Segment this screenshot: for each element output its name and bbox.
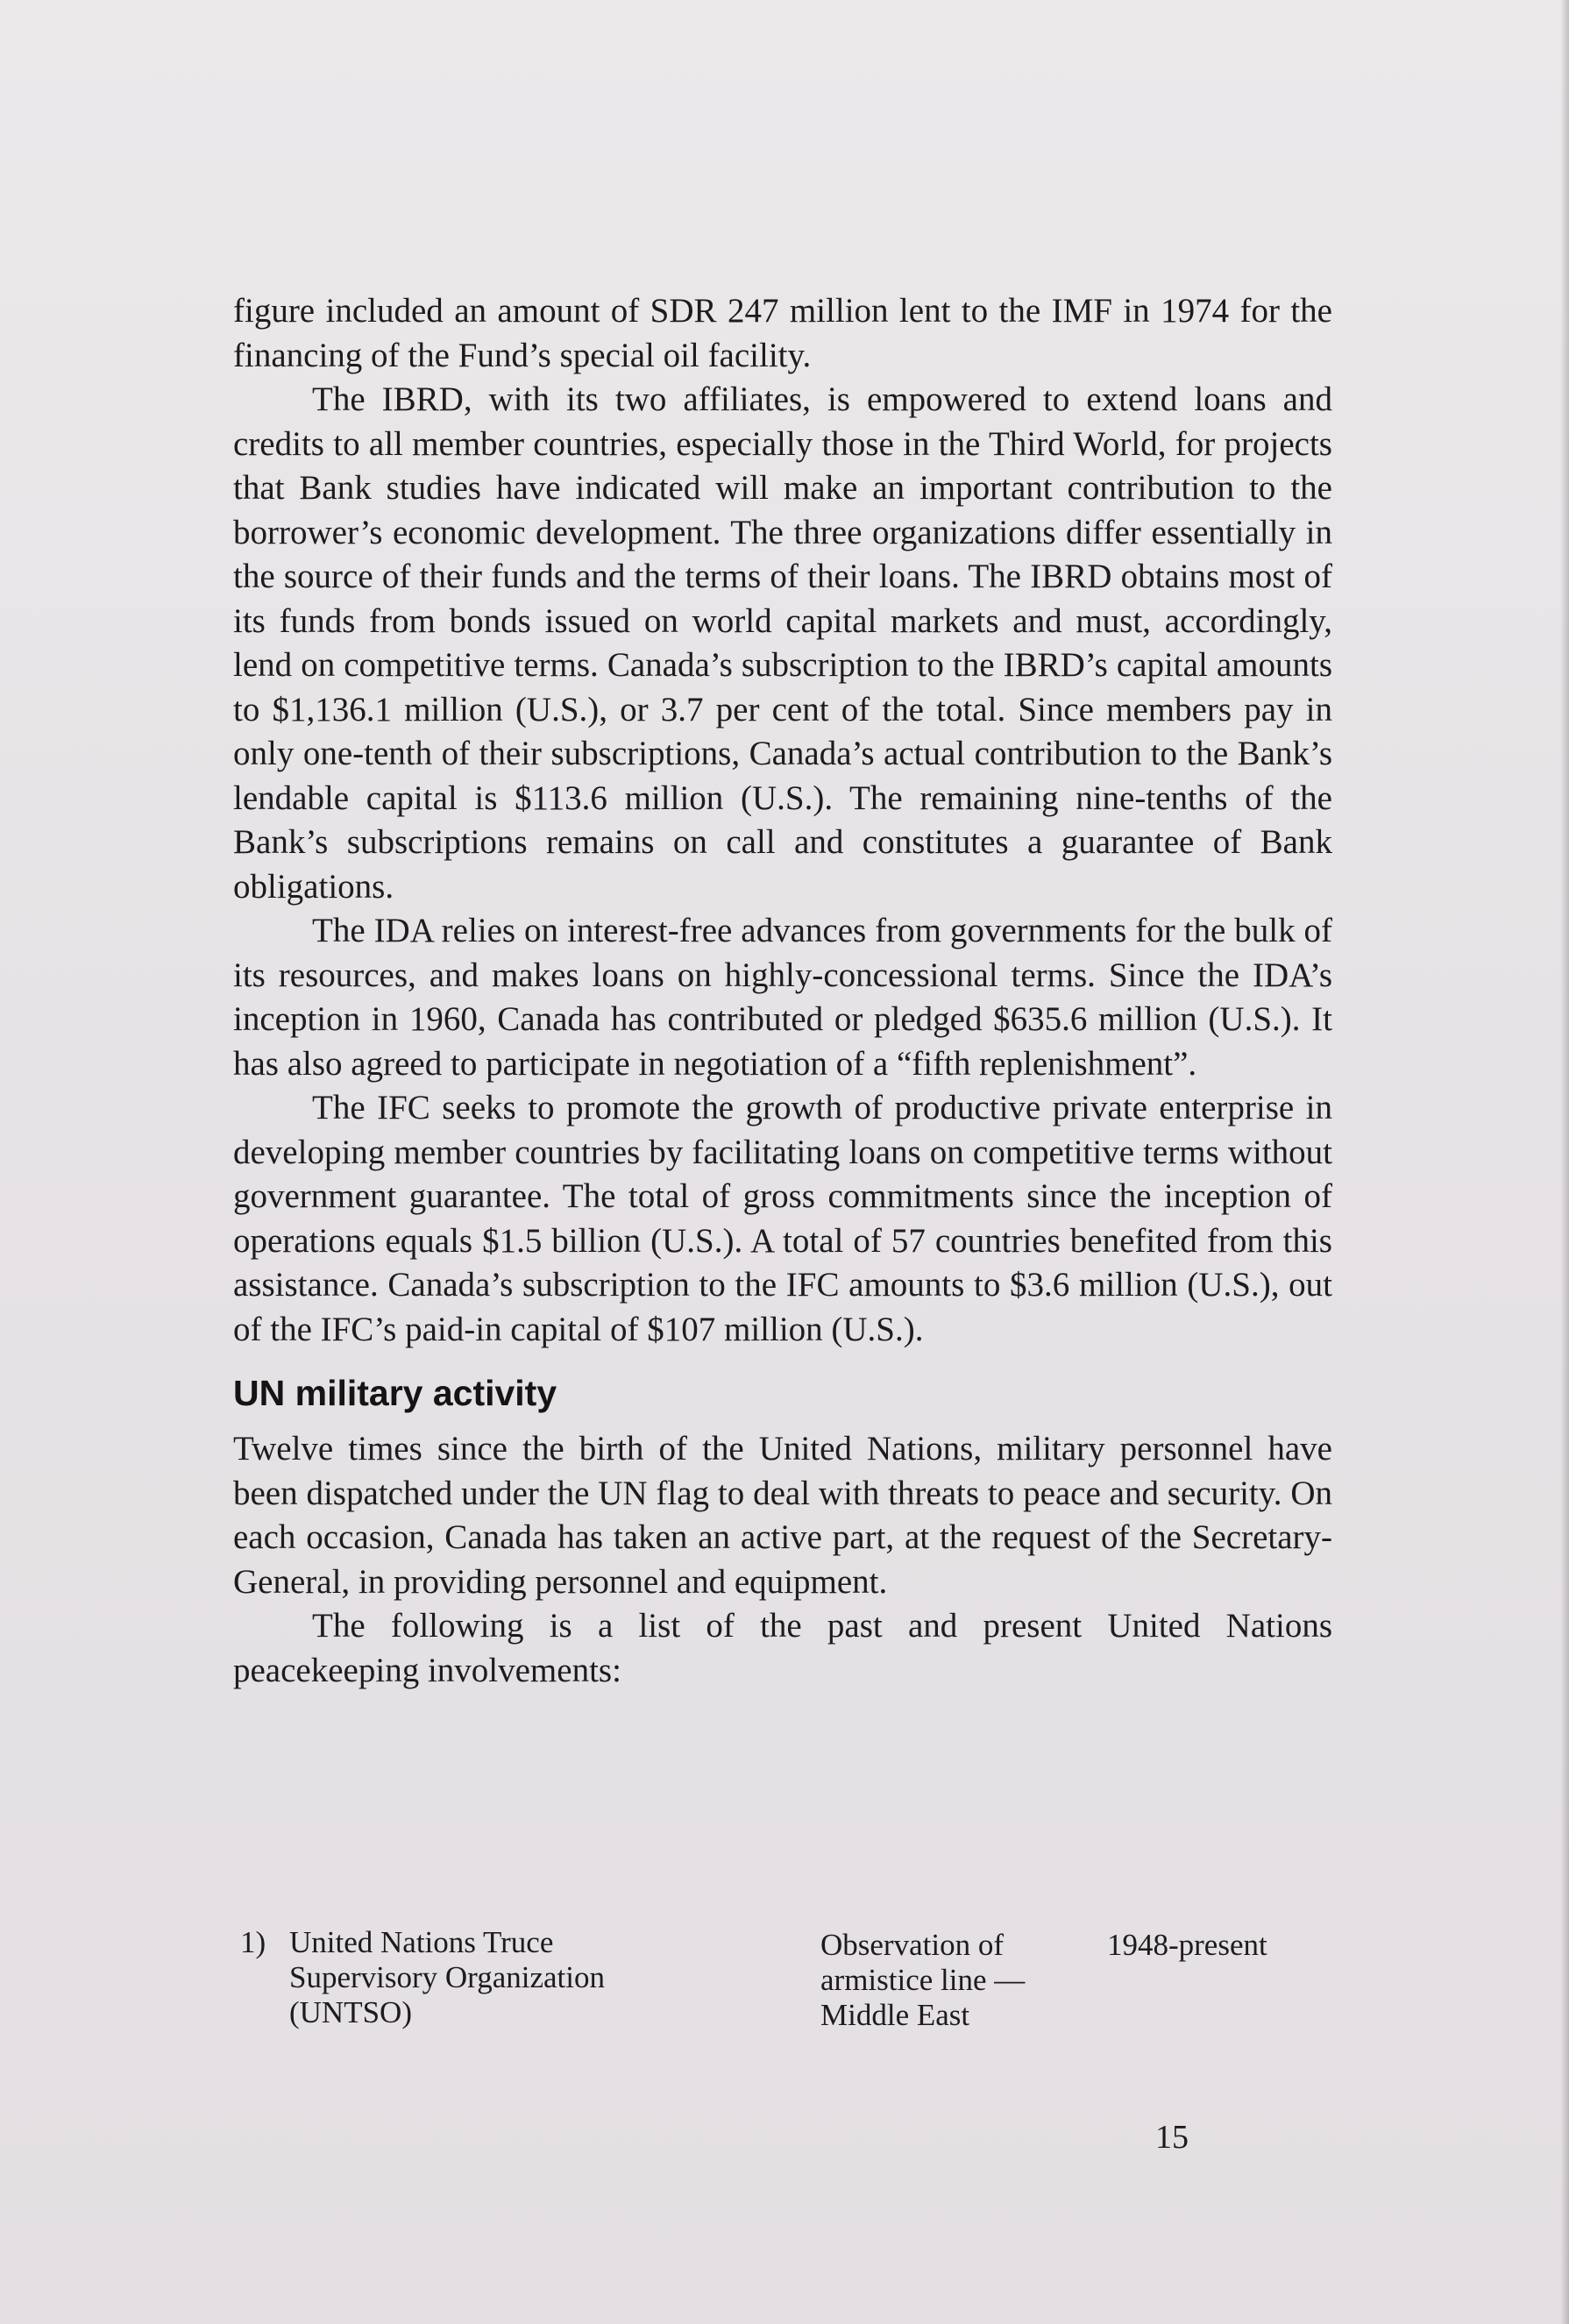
paragraph-ibrd: The IBRD, with its two affiliates, is empowered to extend loans and credits to all member countries, especially those in the Third World, for projects that Bank studies have indicated will make an important contribution to the borrower’s economic development. The three organizations differ essentially in the source of their funds and the terms of their loans. The IBRD obtains most of its funds from bonds issued on world capital markets and must, accordingly, lend on competitive terms. Canada’s subscription to the IBRD’s capital amounts to $1,136.1 million (U.S.), or 3.7 per cent of the total. Since members pay in only one-tenth of their subscriptions, Canada’s actual contribution to the Bank’s lendable capital is $113.6 million (U.S.). The remaining nine-tenths of the Bank’s subscriptions remains on call and constitutes a guarantee of Bank obligations.: [233, 380, 1332, 906]
paragraph-ida: The IDA relies on interest-free advances from governments for the bulk of its resources, and makes loans on highly-concessional terms. Since the IDA’s inception in 1960, Canada has contributed or pledged $635.6 million (U.S.). It has also agreed to participate in negotiation of a “fifth replenishment”.: [233, 912, 1332, 1083]
paragraph-military: Twelve times since the birth of the United Nations, military personnel have been dispatched under the UN flag to deal with threats to peace and security. On each occasion, Canada has taken an active part, at the request of the Secretary-General, in providing personnel and equipment.: [233, 1430, 1332, 1601]
list-item-description-line: armistice line —: [820, 1963, 1026, 1997]
paragraph-1: figure included an amount of SDR 247 million lent to the IMF in 1974 for the financing of the Fund’s special oil facility.: [233, 292, 1332, 374]
section-heading: UN military activity: [233, 1373, 557, 1413]
list-item-name-line: Supervisory Organization: [289, 1960, 605, 1994]
page-edge-shadow: [1560, 0, 1569, 2324]
peacekeeping-list: [233, 1925, 1332, 2039]
list-item-name-line: (UNTSO): [289, 1995, 412, 2029]
list-item-name: [289, 1925, 728, 2030]
body-text: [233, 289, 1332, 1693]
list-item-period: 1948-present: [1107, 1928, 1267, 1962]
paragraph-list-intro: The following is a list of the past and present United Nations peacekeeping involvements:: [233, 1607, 1332, 1689]
list-item: [233, 1925, 1332, 2039]
paragraph-ifc: The IFC seeks to promote the growth of productive private enterprise in developing member countries by facilitating loans on competitive terms without government guarantee. The total of gross commitments since the inception of operations equals $1.5 billion (U.S.). A total of 57 countries benefited from this assistance. Canada’s subscription to the IFC amounts to $3.6 million (U.S.), out of the IFC’s paid-in capital of $107 million (U.S.).: [233, 1089, 1332, 1348]
list-item-description-line: Observation of: [820, 1928, 1004, 1962]
page-number: 15: [1155, 2119, 1189, 2156]
list-item-number: 1): [240, 1925, 266, 1959]
list-item-description-line: Middle East: [820, 1998, 970, 2032]
list-item-description: [820, 1928, 1083, 2033]
list-item-name-line: United Nations Truce: [289, 1925, 554, 1959]
